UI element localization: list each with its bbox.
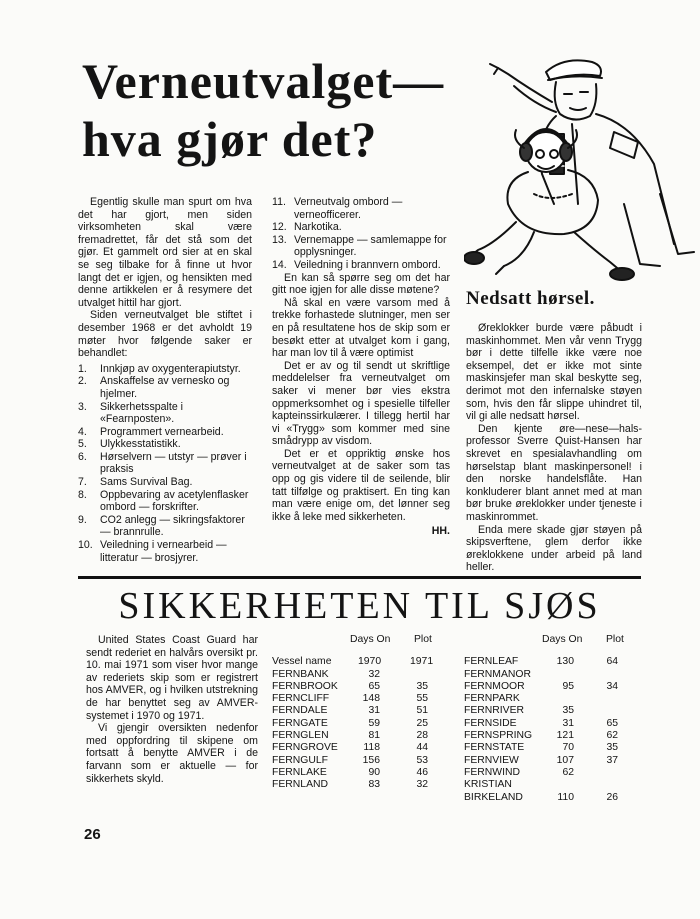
list-item: 7. Sams Survival Bag.	[78, 476, 193, 489]
days-on-cell: 65	[368, 680, 380, 692]
vessel-name-cell: FERNLEAF	[464, 656, 519, 668]
list-item: 6. Hørselvern — utstyr — prøver i praksis	[78, 450, 247, 476]
paragraph: Det er av og til sendt ut skriftlige meddelelser fra verneutvalget om saker vi mener bør vies ekstra oppmerksomhet og i spesielle tilfeller kapteinssirkulærer. I tillegg hertil har vi «Trygg» som kommer med sine smådrypp av visdom.	[272, 359, 450, 448]
author-signature: HH.	[431, 525, 450, 538]
table-subheader	[272, 656, 452, 668]
table-row	[272, 730, 452, 742]
paragraph: Nå skal en være varsom med å trekke forhastede slutninger, men ser en på resultatene hos de skip som er besøkt etter at utvalget kom i gang, har man lov til å være optimist	[272, 296, 450, 360]
table-body	[464, 656, 644, 804]
column-header-days-on: Days On	[350, 634, 391, 645]
days-on-cell: 59	[368, 717, 380, 729]
subheading-nedsatt-horsel: Nedsatt hørsel.	[466, 288, 595, 309]
column-header-1970: 1970	[358, 656, 382, 668]
table-row	[464, 693, 644, 705]
table-row	[464, 669, 644, 681]
table-row	[272, 742, 452, 754]
vessel-name-cell: FERNVIEW	[464, 754, 519, 766]
paragraph: Det er et oppriktig ønske hos verneutvalget at de saker som tas opp og gis videre til de seilende, blir tatt tilfølge og praktisert. En ting kan man være enige om, det lønner seg ikke å leke med sikkerheten.	[272, 447, 450, 523]
vessel-name-cell: FERNDALE	[272, 705, 328, 717]
vessel-name-cell: FERNGLEN	[272, 730, 329, 742]
section-divider	[78, 576, 641, 579]
list-item: 3. Sikkerhetsspalte i «Fearnposten».	[78, 400, 184, 426]
vessel-name-cell: FERNGATE	[272, 717, 328, 729]
plot-cell: 46	[416, 766, 428, 778]
table-row	[464, 656, 644, 668]
table-header	[272, 634, 452, 646]
vessel-name-cell: FERNBANK	[272, 668, 329, 680]
amver-table-1	[272, 634, 452, 792]
column-header-vessel-name: Vessel name	[272, 656, 332, 668]
list-item: 1. Innkjøp av oxygenterapiutstyr.	[78, 362, 241, 375]
list-item: 2. Anskaffelse av vernesko og hjelmer.	[78, 375, 230, 400]
days-on-cell: 31	[368, 705, 380, 717]
days-on-cell: 31	[562, 717, 574, 729]
plot-cell: 64	[606, 656, 618, 668]
table-row	[272, 718, 452, 730]
days-on-cell: 118	[363, 742, 380, 754]
paragraph: Øreklokker burde være påbudt i maskinhommet. Men vår venn Trygg bør i dette tilfelle ikke være noe eksempel, det er ikke mot sinte maskinsjefer man skal beskytte seg, derimot mot den infernalske støyen som, hvis den får slippe uhindret til, vil gi alle nedsatt hørsel.	[466, 322, 642, 423]
days-on-cell: 130	[556, 656, 574, 668]
days-on-cell: 148	[362, 693, 380, 705]
list-item: 13. Vernemappe — samlemappe for opplysninger.	[272, 233, 447, 259]
section-title: SIKKERHETEN TIL SJØS	[118, 585, 601, 627]
headline-line-2: hva gjør det?	[82, 111, 378, 167]
plot-cell: 28	[416, 730, 428, 742]
plot-cell: 26	[606, 791, 618, 803]
days-on-cell: 62	[562, 766, 574, 778]
plot-cell: 25	[416, 717, 428, 729]
paragraph: En kan så spørre seg om det har gitt noe igjen for alle disse møtene?	[272, 271, 450, 297]
vessel-name-cell: FERNPARK	[464, 693, 520, 705]
days-on-cell: 83	[368, 779, 380, 791]
headline	[82, 52, 467, 168]
table-row	[464, 718, 644, 730]
vessel-name-cell: FERNGULF	[272, 754, 328, 766]
days-on-cell: 35	[562, 705, 574, 717]
days-on-cell: 156	[362, 754, 380, 766]
vessel-name-cell: KRISTIAN	[464, 779, 512, 791]
plot-cell: 62	[606, 730, 618, 742]
plot-cell: 51	[416, 705, 428, 717]
table-row	[464, 792, 644, 804]
article-column-1	[78, 196, 252, 564]
days-on-cell: 32	[368, 668, 380, 680]
amver-table-2	[464, 634, 644, 804]
vessel-name-cell: BIRKELAND	[464, 791, 523, 803]
list-item: 9. CO2 anlegg — sikringsfaktorer — brannrulle.	[78, 513, 245, 539]
table-row	[464, 767, 644, 779]
topic-list-continued	[272, 196, 450, 272]
paragraph: Den kjente øre—nese—hals-professor Sverre Quist-Hansen har skrevet en spesialavhandling om hørselstap blant maskinpersonel! i den norske handelsflåte. Han konkluderer blant annet med at man bør bruke øreklokker under tjeneste i maskinrommet.	[466, 422, 642, 523]
amver-intro	[86, 634, 258, 785]
article-column-2	[272, 196, 450, 538]
table-row	[464, 681, 644, 693]
table-row	[464, 779, 644, 791]
plot-cell: 32	[416, 779, 428, 791]
plot-cell: 34	[606, 680, 618, 692]
list-item: 5. Ulykkesstatistikk.	[78, 438, 181, 451]
table-row	[272, 669, 452, 681]
table-body	[272, 669, 452, 792]
vessel-name-cell: FERNMOOR	[464, 680, 525, 692]
table-row	[272, 693, 452, 705]
plot-cell: 65	[606, 717, 618, 729]
topic-list	[78, 363, 252, 565]
table-row	[272, 755, 452, 767]
vessel-name-cell: FERNGROVE	[272, 742, 338, 754]
plot-cell: 37	[606, 754, 618, 766]
table-row	[464, 755, 644, 767]
vessel-name-cell: FERNSIDE	[464, 717, 517, 729]
list-item: 10. Veiledning i vernearbeid — litteratur — brosjyrer.	[78, 539, 227, 564]
vessel-name-cell: FERNLAKE	[272, 766, 327, 778]
list-item: 4. Programmert vernearbeid.	[78, 425, 224, 438]
table-row	[272, 779, 452, 791]
plot-cell: 35	[606, 742, 618, 754]
paragraph: Egentlig skulle man spurt om hva det har gjort, men siden virksomheten skal være fremadrettet, får det stå som det gjør. Et gammelt ord sier at en skal se seg tilbake for å finne ut hvor langt det er igjen, og hensikten med denne artikkelen er å resymere det utvalget hittil har gjort.	[78, 196, 252, 309]
days-on-cell: 107	[556, 754, 574, 766]
vessel-name-cell: FERNMANOR	[464, 668, 531, 680]
days-on-cell: 95	[562, 680, 574, 692]
table-row	[272, 767, 452, 779]
column-header-1971: 1971	[410, 656, 434, 668]
days-on-cell: 90	[368, 766, 380, 778]
vessel-name-cell: FERNCLIFF	[272, 693, 330, 705]
vessel-name-cell: FERNSTATE	[464, 742, 525, 754]
plot-cell: 53	[416, 754, 428, 766]
table-row	[464, 742, 644, 754]
cartoon-illustration	[464, 54, 700, 284]
paragraph: Vi gjengir oversikten nedenfor med oppfordring til skipene om fortsatt å benytte AMVER i de farvann som er aktuelle — for sikkerhets skyld.	[86, 722, 258, 785]
table-row	[464, 730, 644, 742]
table-row	[272, 705, 452, 717]
article-column-3	[466, 322, 642, 574]
days-on-cell: 110	[557, 791, 574, 803]
vessel-name-cell: FERNLAND	[272, 779, 329, 791]
column-header-plot: Plot	[606, 634, 624, 645]
plot-cell: 44	[416, 742, 428, 754]
column-header-days-on: Days On	[542, 634, 583, 645]
days-on-cell: 121	[556, 730, 574, 742]
vessel-name-cell: FERNRIVER	[464, 705, 525, 717]
vessel-name-cell: FERNWIND	[464, 766, 520, 778]
list-item: 14. Veiledning i brannvern ombord.	[272, 258, 441, 271]
plot-cell: 55	[416, 693, 428, 705]
page-number: 26	[84, 826, 101, 843]
days-on-cell: 81	[368, 730, 380, 742]
list-item: 8. Oppbevaring av acetylenflasker ombord — forskrifter.	[78, 488, 249, 514]
days-on-cell: 70	[562, 742, 574, 754]
column-header-plot: Plot	[414, 634, 432, 645]
plot-cell: 35	[416, 680, 428, 692]
vessel-name-cell: FERNBROOK	[272, 680, 338, 692]
list-item: 12. Narkotika.	[272, 221, 342, 234]
list-item: 11. Verneutvalg ombord — verneofficerer.	[272, 196, 403, 221]
table-row	[272, 681, 452, 693]
paragraph: United States Coast Guard har sendt rederiet en halvårs oversikt pr. 10. mai 1971 som viser hvor mange av rederiets skip som er registrert hos AMVER, og i hvilken utstrekning de har benyttet seg av AMVER-systemet i 1970 og 1971.	[86, 634, 258, 722]
headline-line-1: Verneutvalget—	[82, 53, 445, 109]
paragraph: Siden verneutvalget ble stiftet i desember 1968 er det avholdt 19 møter hvor følgende saker er behandlet:	[78, 309, 252, 360]
table-row	[464, 705, 644, 717]
vessel-name-cell: FERNSPRING	[464, 730, 533, 742]
paragraph: Enda mere skade gjør støyen på skipsverftene, glem derfor ikke øreklokkene under arbeid på land heller.	[466, 523, 642, 574]
table-header	[464, 634, 644, 646]
